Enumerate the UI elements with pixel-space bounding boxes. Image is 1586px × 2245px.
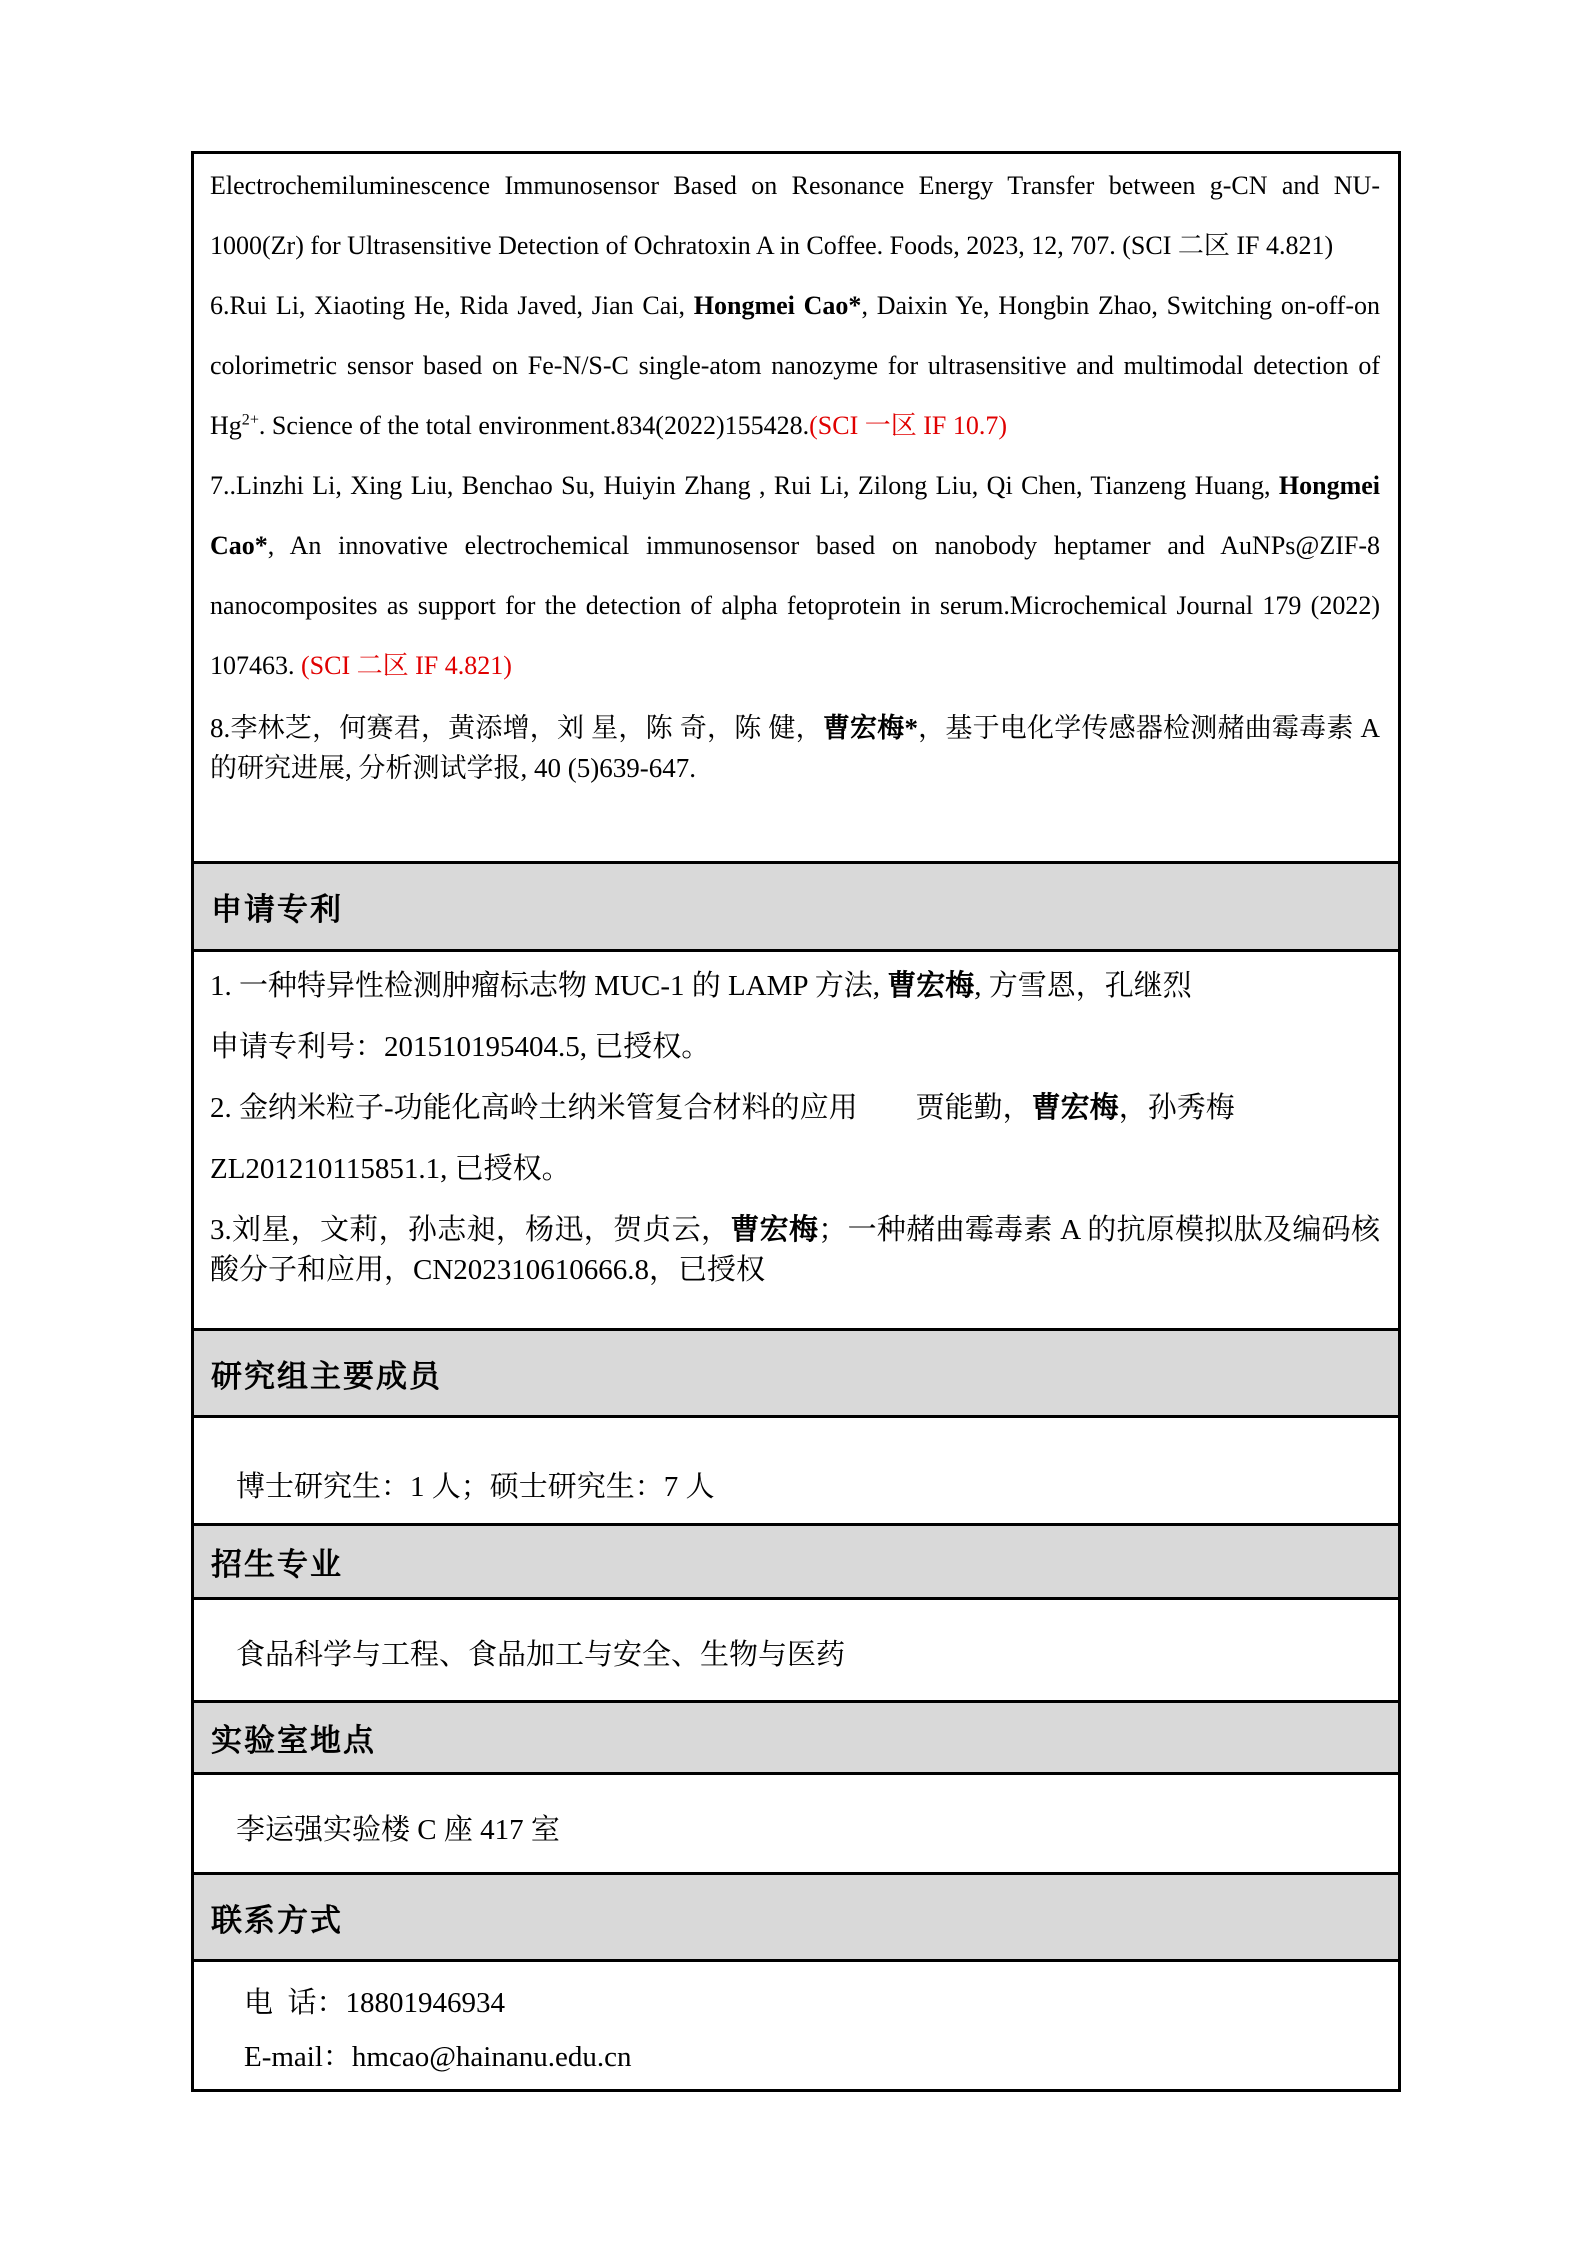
majors-section-header [194,1523,1398,1600]
text-segment: 2. 金纳米粒子-功能化高岭土纳米管复合材料的应用 贾能勤， [210,1092,1032,1124]
members-content: 博士研究生：1 人；硕士研究生：7 人 [236,1471,715,1503]
text-segment: 曹宏梅* [822,713,918,743]
text-segment: ，孙秀梅 [1118,1092,1235,1124]
publications-cell [194,154,1398,861]
section-title: 联系方式 [211,1902,343,1938]
patents-cell [194,952,1398,1328]
text-segment: 3.刘星，文莉，孙志昶，杨迅，贺贞云， [210,1214,731,1246]
text-segment: 曹宏梅 [730,1214,819,1246]
location-content: 李运强实验楼 C 座 417 室 [236,1814,560,1846]
section-title: 申请专利 [211,892,343,927]
contact-section-header [194,1872,1398,1962]
members-section-header [194,1328,1398,1418]
patent-2-title [210,1078,1380,1139]
text-segment: ZL201210115851.1, 已授权。 [210,1153,571,1185]
publication-item-7 [210,456,1380,696]
text-segment: ；一种赭曲霉毒素 A 的抗原模拟肽及编码核酸分子和应用，CN202310610666.8，已授权 [210,1214,1380,1286]
phone-value: 18801946934 [345,1987,506,2019]
text-segment: Electrochemiluminescence Immunosensor Based on Resonance Energy Transfer between g-CN and NU-1000(Zr) for Ultrasensitive Detection of Ochratoxin A in Coffee. Foods, 2023, 12, 707. (SCI 二区 IF 4.821) [210,171,1380,260]
section-title: 招生专业 [211,1547,343,1582]
phone-label: 电 话： [244,1987,346,2019]
text-segment: ，基于电化学传感器检测赭曲霉毒素 A 的研究进展, 分析测试学报, 40 (5)639-647. [210,713,1381,783]
text-segment: 曹宏梅 [1031,1092,1119,1124]
patent-1-title [210,956,1380,1017]
text-segment: 曹宏梅 [887,970,975,1002]
section-title: 研究组主要成员 [211,1358,442,1394]
location-section-header [194,1700,1398,1775]
email-value: hmcao@hainanu.edu.cn [351,2041,632,2073]
text-segment: 7..Linzhi Li, Xing Liu, Benchao Su, Huiyin Zhang , Rui Li, Zilong Liu, Qi Chen, Tianzeng Huang, [210,471,1279,500]
location-cell [194,1775,1398,1872]
contact-cell [194,1962,1398,2089]
info-table [191,151,1401,2092]
patent-2-number [210,1139,1380,1200]
text-segment: Hongmei Cao* [693,291,862,320]
patents-section-header [194,861,1398,952]
text-segment: , An innovative electrochemical immunosensor based on nanobody heptamer and AuNPs@ZIF-8 nanocomposites as support for the detection of alpha fetoprotein in serum.Microchemical Journal 179 (2022) 107463. [210,531,1380,680]
text-segment: . Science of the total environment.834(2022)155428. [258,411,810,440]
publication-item-8 [210,708,1380,788]
publication-item-6 [210,276,1380,456]
patent-1-number [210,1017,1380,1078]
email-label: E-mail： [244,2041,352,2073]
majors-content: 食品科学与工程、食品加工与安全、生物与医药 [236,1639,846,1671]
majors-cell [194,1600,1398,1700]
section-title: 实验室地点 [211,1723,376,1758]
superscript: 2+ [241,411,259,429]
publication-item-5-continued [210,156,1380,276]
text-segment: (SCI 二区 IF 4.821) [301,651,512,680]
text-segment: , Daixin Ye, Hongbin Zhao, Switching on-off-on colorimetric sensor based on Fe-N/S-C single-atom nanozyme for ultrasensitive and multimodal detection of Hg [210,291,1381,440]
text-segment: 8.李林芝，何赛君，黄添增，刘 星，陈 奇，陈 健， [210,713,823,743]
text-segment: Hongmei Cao* [210,471,1380,560]
email-line [244,2030,1380,2084]
text-segment: 6.Rui Li, Xiaoting He, Rida Javed, Jian Cai, [210,291,694,320]
text-segment: (SCI 一区 IF 10.7) [809,411,1008,440]
text-segment: , 方雪恩，孔继烈 [974,970,1192,1002]
members-cell [194,1418,1398,1523]
text-segment: 申请专利号：201510195404.5, 已授权。 [210,1031,711,1063]
patent-3 [210,1210,1380,1290]
text-segment: 1. 一种特异性检测肿瘤标志物 MUC-1 的 LAMP 方法, [210,970,888,1002]
phone-line [244,1976,1380,2030]
